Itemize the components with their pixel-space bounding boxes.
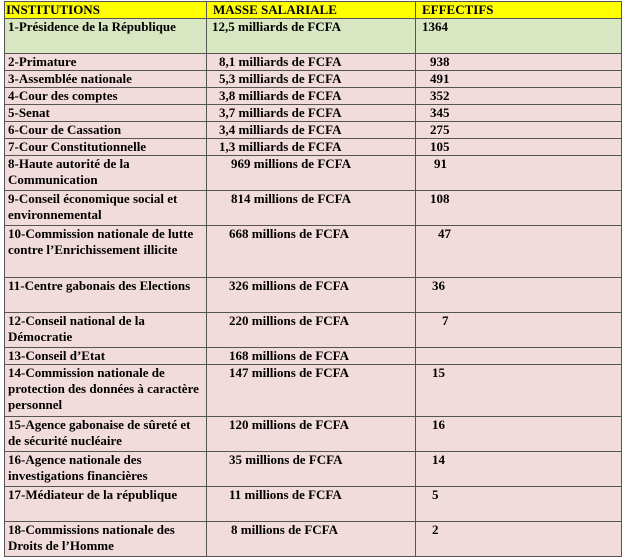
institution-cell: 10-Commission nationale de lutte contre l’Enrichissement illicite (5, 226, 207, 278)
table-row (5, 522, 622, 557)
institution-cell: 5-Senat (5, 105, 207, 122)
masse-cell: 326 millions de FCFA (207, 278, 416, 313)
masse-cell: 11 millions de FCFA (207, 487, 416, 522)
effectifs-cell: 36 (416, 278, 622, 313)
masse-cell: 814 millions de FCFA (207, 191, 416, 226)
institution-cell: 12-Conseil national de la Démocratie (5, 313, 207, 348)
effectifs-cell: 91 (416, 156, 622, 191)
effectifs-cell: 105 (416, 139, 622, 156)
institution-cell: 17-Médiateur de la république (5, 487, 207, 522)
effectifs-cell: 491 (416, 71, 622, 88)
table-row (5, 71, 622, 88)
effectifs-cell: 275 (416, 122, 622, 139)
institution-cell: 11-Centre gabonais des Elections (5, 278, 207, 313)
masse-cell: 120 millions de FCFA (207, 417, 416, 452)
effectifs-cell: 108 (416, 191, 622, 226)
masse-cell: 1,3 milliards de FCFA (207, 139, 416, 156)
institution-cell: 1-Présidence de la République (5, 19, 207, 54)
effectifs-cell: 938 (416, 54, 622, 71)
institution-cell: 15-Agence gabonaise de sûreté et de sécurité nucléaire (5, 417, 207, 452)
effectifs-cell: 16 (416, 417, 622, 452)
masse-cell: 8 millions de FCFA (207, 522, 416, 557)
effectifs-cell: 5 (416, 487, 622, 522)
table-row (5, 313, 622, 348)
header-institutions: INSTITUTIONS (5, 2, 207, 19)
table-row (5, 487, 622, 522)
masse-cell: 220 millions de FCFA (207, 313, 416, 348)
table-row (5, 365, 622, 417)
table-header-row (5, 2, 622, 19)
effectifs-cell: 7 (416, 313, 622, 348)
effectifs-cell (416, 348, 622, 365)
institution-cell: 4-Cour des comptes (5, 88, 207, 105)
table-row (5, 226, 622, 278)
effectifs-cell: 47 (416, 226, 622, 278)
masse-cell: 969 millions de FCFA (207, 156, 416, 191)
salary-table (4, 1, 622, 557)
institution-cell: 16-Agence nationale des investigations financières (5, 452, 207, 487)
masse-cell: 668 millions de FCFA (207, 226, 416, 278)
institution-cell: 3-Assemblée nationale (5, 71, 207, 88)
masse-cell: 35 millions de FCFA (207, 452, 416, 487)
institution-cell: 18-Commissions nationale des Droits de l’Homme (5, 522, 207, 557)
table-row (5, 452, 622, 487)
table-row (5, 156, 622, 191)
institution-cell: 7-Cour Constitutionnelle (5, 139, 207, 156)
effectifs-cell: 352 (416, 88, 622, 105)
table-row (5, 348, 622, 365)
masse-cell: 12,5 milliards de FCFA (207, 19, 416, 54)
effectifs-cell: 14 (416, 452, 622, 487)
masse-cell: 5,3 milliards de FCFA (207, 71, 416, 88)
table-row (5, 122, 622, 139)
header-masse-salariale: MASSE SALARIALE (207, 2, 416, 19)
masse-cell: 3,8 milliards de FCFA (207, 88, 416, 105)
masse-cell: 8,1 milliards de FCFA (207, 54, 416, 71)
effectifs-cell: 1364 (416, 19, 622, 54)
effectifs-cell: 15 (416, 365, 622, 417)
institution-cell: 13-Conseil d’Etat (5, 348, 207, 365)
masse-cell: 3,4 milliards de FCFA (207, 122, 416, 139)
institution-cell: 8-Haute autorité de la Communication (5, 156, 207, 191)
table-row (5, 19, 622, 54)
table-row (5, 54, 622, 71)
masse-cell: 3,7 milliards de FCFA (207, 105, 416, 122)
table-row (5, 278, 622, 313)
masse-cell: 147 millions de FCFA (207, 365, 416, 417)
masse-cell: 168 millions de FCFA (207, 348, 416, 365)
table-row (5, 88, 622, 105)
institution-cell: 2-Primature (5, 54, 207, 71)
table-row (5, 417, 622, 452)
institution-cell: 9-Conseil économique social et environnemental (5, 191, 207, 226)
table-row (5, 105, 622, 122)
institution-cell: 6-Cour de Cassation (5, 122, 207, 139)
effectifs-cell: 345 (416, 105, 622, 122)
table-row (5, 191, 622, 226)
table-row (5, 139, 622, 156)
effectifs-cell: 2 (416, 522, 622, 557)
header-effectifs: EFFECTIFS (416, 2, 622, 19)
institution-cell: 14-Commission nationale de protection des données à caractère personnel (5, 365, 207, 417)
